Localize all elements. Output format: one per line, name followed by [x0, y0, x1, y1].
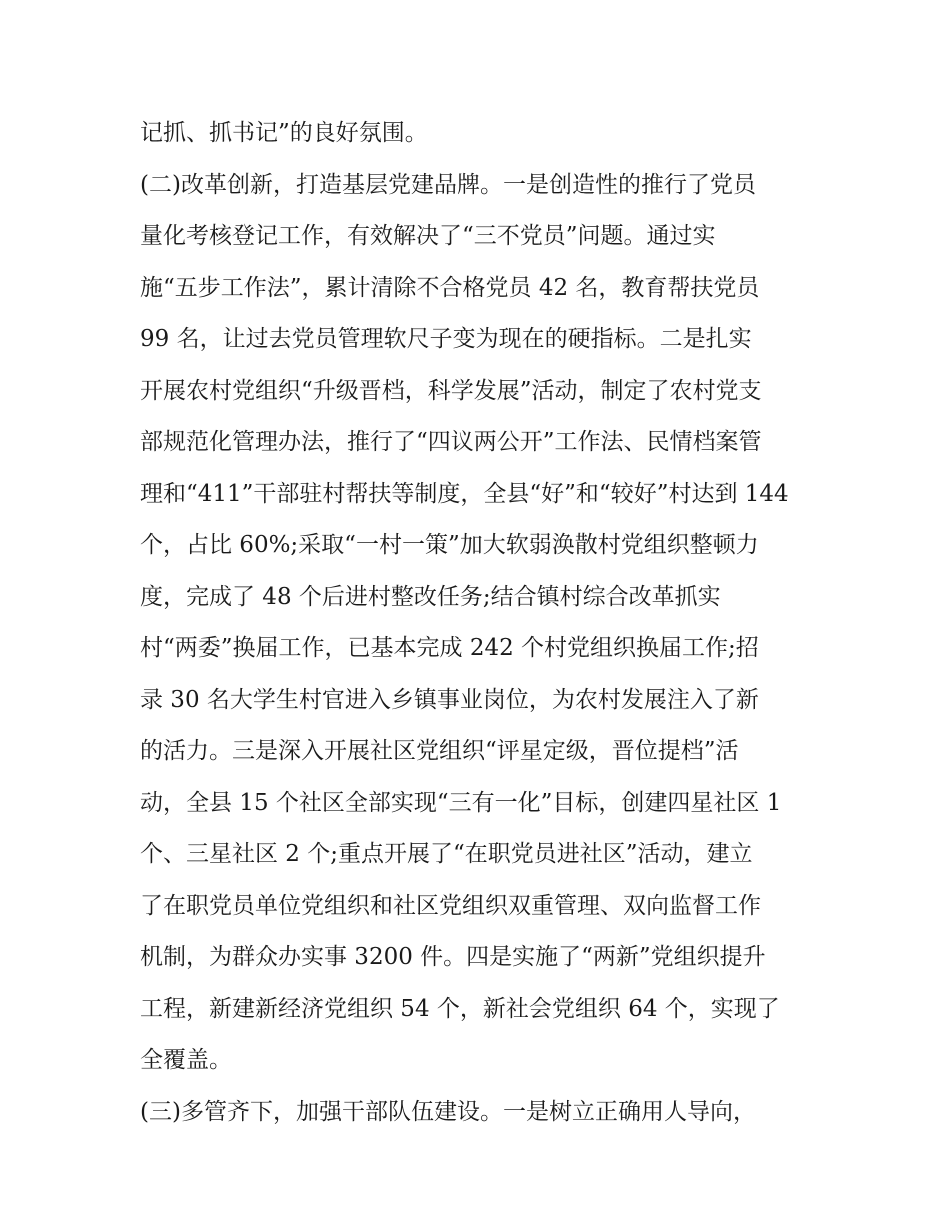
text-line: 施“五步工作法”，累计清除不合格党员 42 名，教育帮扶党员: [140, 274, 760, 301]
text-line: 了在职党员单位党组织和社区党组织双重管理、双向监督工作: [140, 892, 761, 919]
text-line: (二)改革创新，打造基层党建品牌。一是创造性的推行了党员: [140, 171, 756, 198]
text-line: 记抓、抓书记”的良好氛围。: [140, 120, 428, 146]
text-line: 工程，新建新经济党组织 54 个，新社会党组织 64 个，实现了: [140, 995, 780, 1022]
text-line: 的活力。三是深入开展社区党组织“评星定级，晋位提档”活: [140, 738, 739, 764]
text-line: (三)多管齐下，加强干部队伍建设。一是树立正确用人导向，: [140, 1098, 756, 1125]
text-line: 录 30 名大学生村官进入乡镇事业岗位，为农村发展注入了新: [140, 686, 759, 713]
text-line: 村“两委”换届工作，已基本完成 242 个村党组织换届工作;招: [140, 635, 759, 661]
text-line: 量化考核登记工作，有效解决了“三不党员”问题。通过实: [140, 223, 716, 249]
text-line: 部规范化管理办法，推行了“四议两公开”工作法、民情档案管: [140, 429, 762, 455]
text-line: 个，占比 60%;采取“一村一策”加大软弱涣散村党组织整顿力: [140, 532, 759, 558]
text-line: 度，完成了 48 个后进村整改任务;结合镇村综合改革抓实: [140, 583, 721, 610]
text-line: 全覆盖。: [140, 1047, 232, 1073]
text-line: 机制，为群众办实事 3200 件。四是实施了“两新”党组织提升: [140, 944, 766, 970]
text-line: 个、三星社区 2 个;重点开展了“在职党员进社区”活动，建立: [140, 841, 753, 867]
text-line: 理和“411”干部驻村帮扶等制度，全县“好”和“较好”村达到 144: [140, 480, 789, 507]
text-line: 动，全县 15 个社区全部实现“三有一化”目标，创建四星社区 1: [140, 789, 782, 816]
text-line: 开展农村党组织“升级晋档，科学发展”活动，制定了农村党支: [140, 377, 762, 404]
body-text: [140, 108, 840, 1138]
text-line: 99 名，让过去党员管理软尺子变为现在的硬指标。二是扎实: [140, 326, 752, 352]
